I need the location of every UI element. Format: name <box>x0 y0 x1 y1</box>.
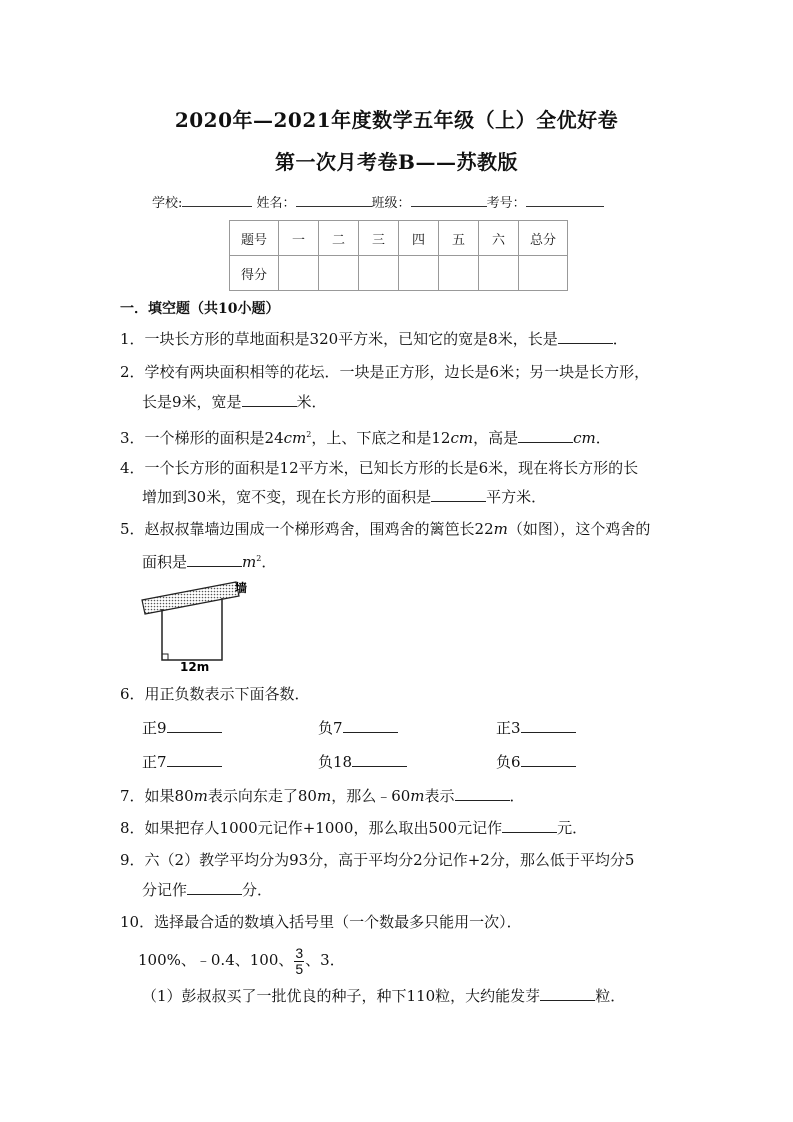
number-blank[interactable] <box>526 194 604 207</box>
question-text: 7．如果80 <box>120 787 194 805</box>
unit-text: m <box>410 787 425 805</box>
question-text: ． <box>509 787 525 805</box>
class-label: 班级： <box>371 196 411 211</box>
question-text: 米． <box>296 393 327 411</box>
score-table-score-row <box>230 256 568 291</box>
answer-blank[interactable] <box>352 752 407 767</box>
question-10: 10．选择最合适的数填入括号里（一个数最多只能用一次）． <box>120 913 522 931</box>
unit-text: m <box>193 787 208 805</box>
q6-item <box>496 718 576 738</box>
answer-blank[interactable] <box>167 718 222 733</box>
unit-text: m <box>316 787 332 805</box>
score-cell: 一 <box>279 221 319 256</box>
question-text: ． <box>595 429 611 447</box>
score-cell: 三 <box>359 221 399 256</box>
unit-text: cm <box>283 429 307 447</box>
question-1 <box>120 329 628 349</box>
answer-blank[interactable] <box>187 880 242 895</box>
name-label: 姓名： <box>256 196 296 211</box>
question-2-line2 <box>142 392 327 412</box>
question-4: 4．一个长方形的面积是12平方米，已知长方形的长是6米，现在将长方形的长 <box>120 459 639 477</box>
question-text: ． <box>612 330 628 348</box>
unit-superscript: 2 <box>306 430 312 439</box>
unit-superscript: 2 <box>256 554 262 563</box>
question-9: 9．六（2）教学平均分为93分，高于平均分2分记作+2分，那么低于平均分5 <box>120 851 635 869</box>
question-text: 面积是 <box>142 553 188 571</box>
trapezoid-coop-figure <box>138 578 268 674</box>
fraction-denominator: 5 <box>295 960 304 977</box>
answer-blank[interactable] <box>502 818 557 833</box>
answer-blank[interactable] <box>167 752 222 767</box>
fraction-numerator: 3 <box>295 944 304 961</box>
score-cell: 得分 <box>230 256 279 291</box>
question-text: 5．赵叔叔靠墙边围成一个梯形鸡舍，围鸡舍的篱笆长22 <box>120 520 494 538</box>
unit-text: m <box>493 520 508 538</box>
score-cell: 总分 <box>519 221 568 256</box>
question-4-line2 <box>142 487 546 507</box>
q6-item <box>318 752 407 772</box>
question-text: 100%、﹣0.4、100、 <box>138 951 294 969</box>
number-label: 考号： <box>486 196 526 211</box>
question-text: 8．如果把存人1000元记作+1000，那么取出500元记作 <box>120 819 503 837</box>
answer-blank[interactable] <box>518 428 573 443</box>
question-text: 平方米． <box>486 488 547 506</box>
question-8 <box>120 818 587 838</box>
answer-blank[interactable] <box>431 487 486 502</box>
score-input-cell[interactable] <box>319 256 359 291</box>
score-table-header-row <box>230 221 568 256</box>
class-blank[interactable] <box>411 194 487 207</box>
question-text: ，那么﹣60 <box>331 787 411 805</box>
question-text: 1．一块长方形的草地面积是320平方米，已知它的宽是8米，长是 <box>120 330 558 348</box>
base-label: 12m <box>180 660 210 674</box>
unit-text: cm <box>573 429 596 447</box>
question-text: 3．一个梯形的面积是24 <box>120 429 284 447</box>
score-table <box>229 220 568 291</box>
student-info-line <box>152 192 652 211</box>
question-7 <box>120 786 525 806</box>
name-blank[interactable] <box>296 194 372 207</box>
score-input-cell[interactable] <box>279 256 319 291</box>
question-text: 增加到30米，宽不变，现在长方形的面积是 <box>142 488 432 506</box>
q6-item-label: 正9 <box>142 719 167 737</box>
q6-item-label: 正7 <box>142 753 167 771</box>
question-text: 表示 <box>424 787 455 805</box>
score-input-cell[interactable] <box>519 256 568 291</box>
section-heading: 一．填空题（共10小题） <box>120 301 280 317</box>
exam-subtitle: 第一次月考卷B——苏教版 <box>275 150 518 174</box>
q6-item <box>142 718 222 738</box>
score-cell: 二 <box>319 221 359 256</box>
answer-blank[interactable] <box>540 986 595 1001</box>
wall-label: 墙 <box>235 581 248 595</box>
question-text: （如图），这个鸡舍的 <box>507 520 651 538</box>
q6-item <box>318 718 398 738</box>
unit-text: m <box>242 553 257 571</box>
answer-blank[interactable] <box>521 752 576 767</box>
question-text: 表示向东走了80 <box>207 787 317 805</box>
score-cell: 六 <box>479 221 519 256</box>
score-input-cell[interactable] <box>479 256 519 291</box>
question-text: 粒． <box>595 987 626 1005</box>
q6-item <box>496 752 576 772</box>
q10-sub-1 <box>142 986 625 1006</box>
question-2: 2．学校有两块面积相等的花坛．一块是正方形，边长是6米；另一块是长方形， <box>120 363 650 381</box>
question-6: 6．用正负数表示下面各数． <box>120 685 310 703</box>
q6-item-label: 正3 <box>496 719 521 737</box>
q10-number-list <box>138 944 345 977</box>
score-input-cell[interactable] <box>399 256 439 291</box>
question-text: 长是9米，宽是 <box>142 393 242 411</box>
question-9-line2 <box>142 880 272 900</box>
fraction <box>294 946 304 977</box>
score-cell: 五 <box>439 221 479 256</box>
q6-item-label: 负18 <box>318 753 353 771</box>
q6-item-label: 负6 <box>496 753 521 771</box>
exam-title: 2020年—2021年度数学五年级（上）全优好卷 <box>174 108 619 132</box>
answer-blank[interactable] <box>455 786 510 801</box>
unit-text: cm <box>450 429 474 447</box>
question-text: ，上、下底之和是12 <box>311 429 451 447</box>
question-text: 元． <box>557 819 588 837</box>
question-5-line2 <box>142 549 276 572</box>
right-angle-mark <box>162 654 168 660</box>
question-text: ． <box>261 553 277 571</box>
question-text: 、3． <box>305 951 345 969</box>
wall-shape <box>142 582 239 614</box>
answer-blank[interactable] <box>521 718 576 733</box>
answer-blank[interactable] <box>187 552 242 567</box>
answer-blank[interactable] <box>242 392 297 407</box>
score-input-cell[interactable] <box>359 256 399 291</box>
answer-blank[interactable] <box>343 718 398 733</box>
question-text: （1）彭叔叔买了一批优良的种子，种下110粒，大约能发芽 <box>142 987 541 1005</box>
question-text: ，高是 <box>473 429 519 447</box>
answer-blank[interactable] <box>558 329 613 344</box>
school-label: 学校: <box>152 196 183 211</box>
q6-item-label: 负7 <box>318 719 343 737</box>
q6-item <box>142 752 222 772</box>
score-input-cell[interactable] <box>439 256 479 291</box>
question-text: 分． <box>242 881 273 899</box>
question-3 <box>120 425 611 448</box>
question-5 <box>120 519 650 539</box>
score-cell: 题号 <box>230 221 279 256</box>
school-blank[interactable] <box>182 194 252 207</box>
score-cell: 四 <box>399 221 439 256</box>
question-text: 分记作 <box>142 881 188 899</box>
